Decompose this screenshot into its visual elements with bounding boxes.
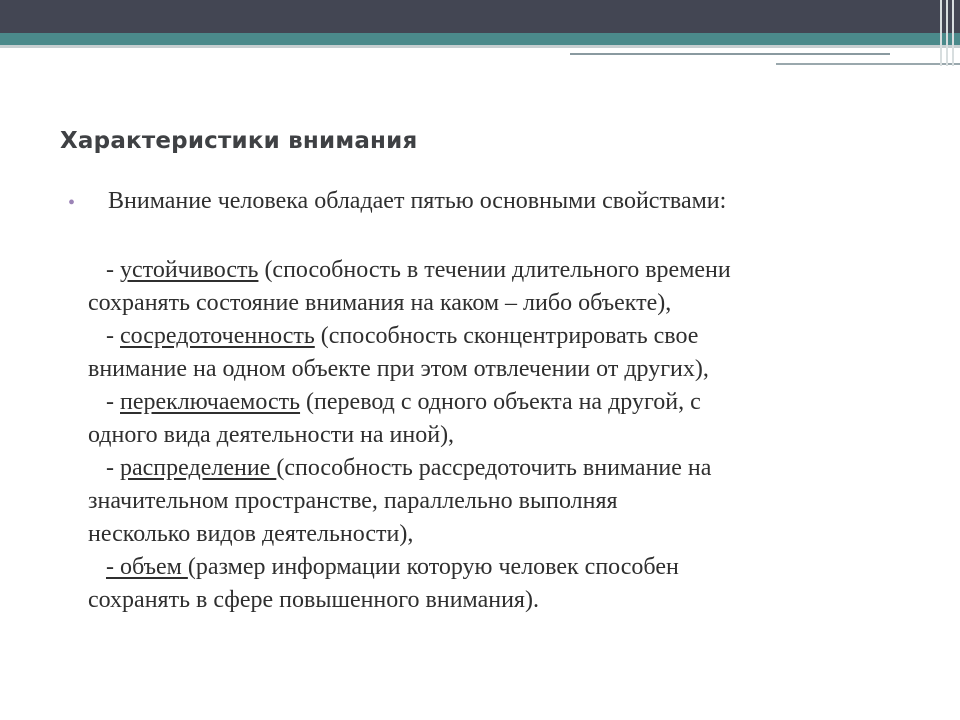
properties-list bbox=[88, 254, 918, 617]
property-dash: - bbox=[106, 389, 120, 415]
property-line bbox=[88, 551, 918, 584]
property-term: - объем bbox=[106, 554, 188, 580]
property-description: (способность в течении длительного времени bbox=[258, 257, 731, 283]
property-item bbox=[88, 320, 918, 386]
property-item bbox=[88, 254, 918, 320]
property-line bbox=[88, 386, 918, 419]
property-description: (способность рассредоточить внимание на bbox=[276, 455, 712, 481]
property-term: переключаемость bbox=[120, 389, 301, 415]
header-divider-line bbox=[0, 45, 960, 48]
property-continuation: сохранять состояние внимания на каком – либо объекте), bbox=[88, 290, 672, 316]
bullet-icon: • bbox=[68, 192, 76, 214]
property-line bbox=[88, 254, 918, 287]
property-description: (перевод с одного объекта на другой, с bbox=[300, 389, 701, 415]
header-dark-bar bbox=[0, 0, 960, 33]
property-description: (способность сконцентрировать свое bbox=[314, 323, 699, 349]
property-term: устойчивость bbox=[120, 257, 259, 283]
property-continuation: одного вида деятельности на иной), bbox=[88, 422, 455, 448]
intro-text: Внимание человека обладает пятью основными свойствами: bbox=[108, 188, 727, 214]
slide-title: Характеристики внимания bbox=[60, 128, 418, 154]
property-term: распределение bbox=[120, 455, 277, 481]
property-term: сосредоточенность bbox=[120, 323, 315, 349]
property-line bbox=[88, 452, 918, 485]
header-decor-tab-small bbox=[776, 63, 960, 69]
property-item bbox=[88, 452, 918, 551]
property-item bbox=[88, 551, 918, 617]
property-dash: - bbox=[106, 455, 120, 481]
property-line bbox=[88, 320, 918, 353]
property-continuation: несколько видов деятельности), bbox=[88, 521, 414, 547]
property-description: (размер информации которую человек способен bbox=[187, 554, 679, 580]
property-dash: - bbox=[106, 257, 120, 283]
property-continuation: внимание на одном объекте при этом отвлечении от других), bbox=[88, 356, 709, 382]
property-dash: - bbox=[106, 323, 120, 349]
header-teal-bar bbox=[0, 33, 960, 45]
property-item bbox=[88, 386, 918, 452]
property-continuation: сохранять в сфере повышенного внимания). bbox=[88, 587, 539, 613]
property-continuation: значительном пространстве, параллельно выполняя bbox=[88, 488, 618, 514]
header-decor-stripes bbox=[936, 0, 960, 66]
